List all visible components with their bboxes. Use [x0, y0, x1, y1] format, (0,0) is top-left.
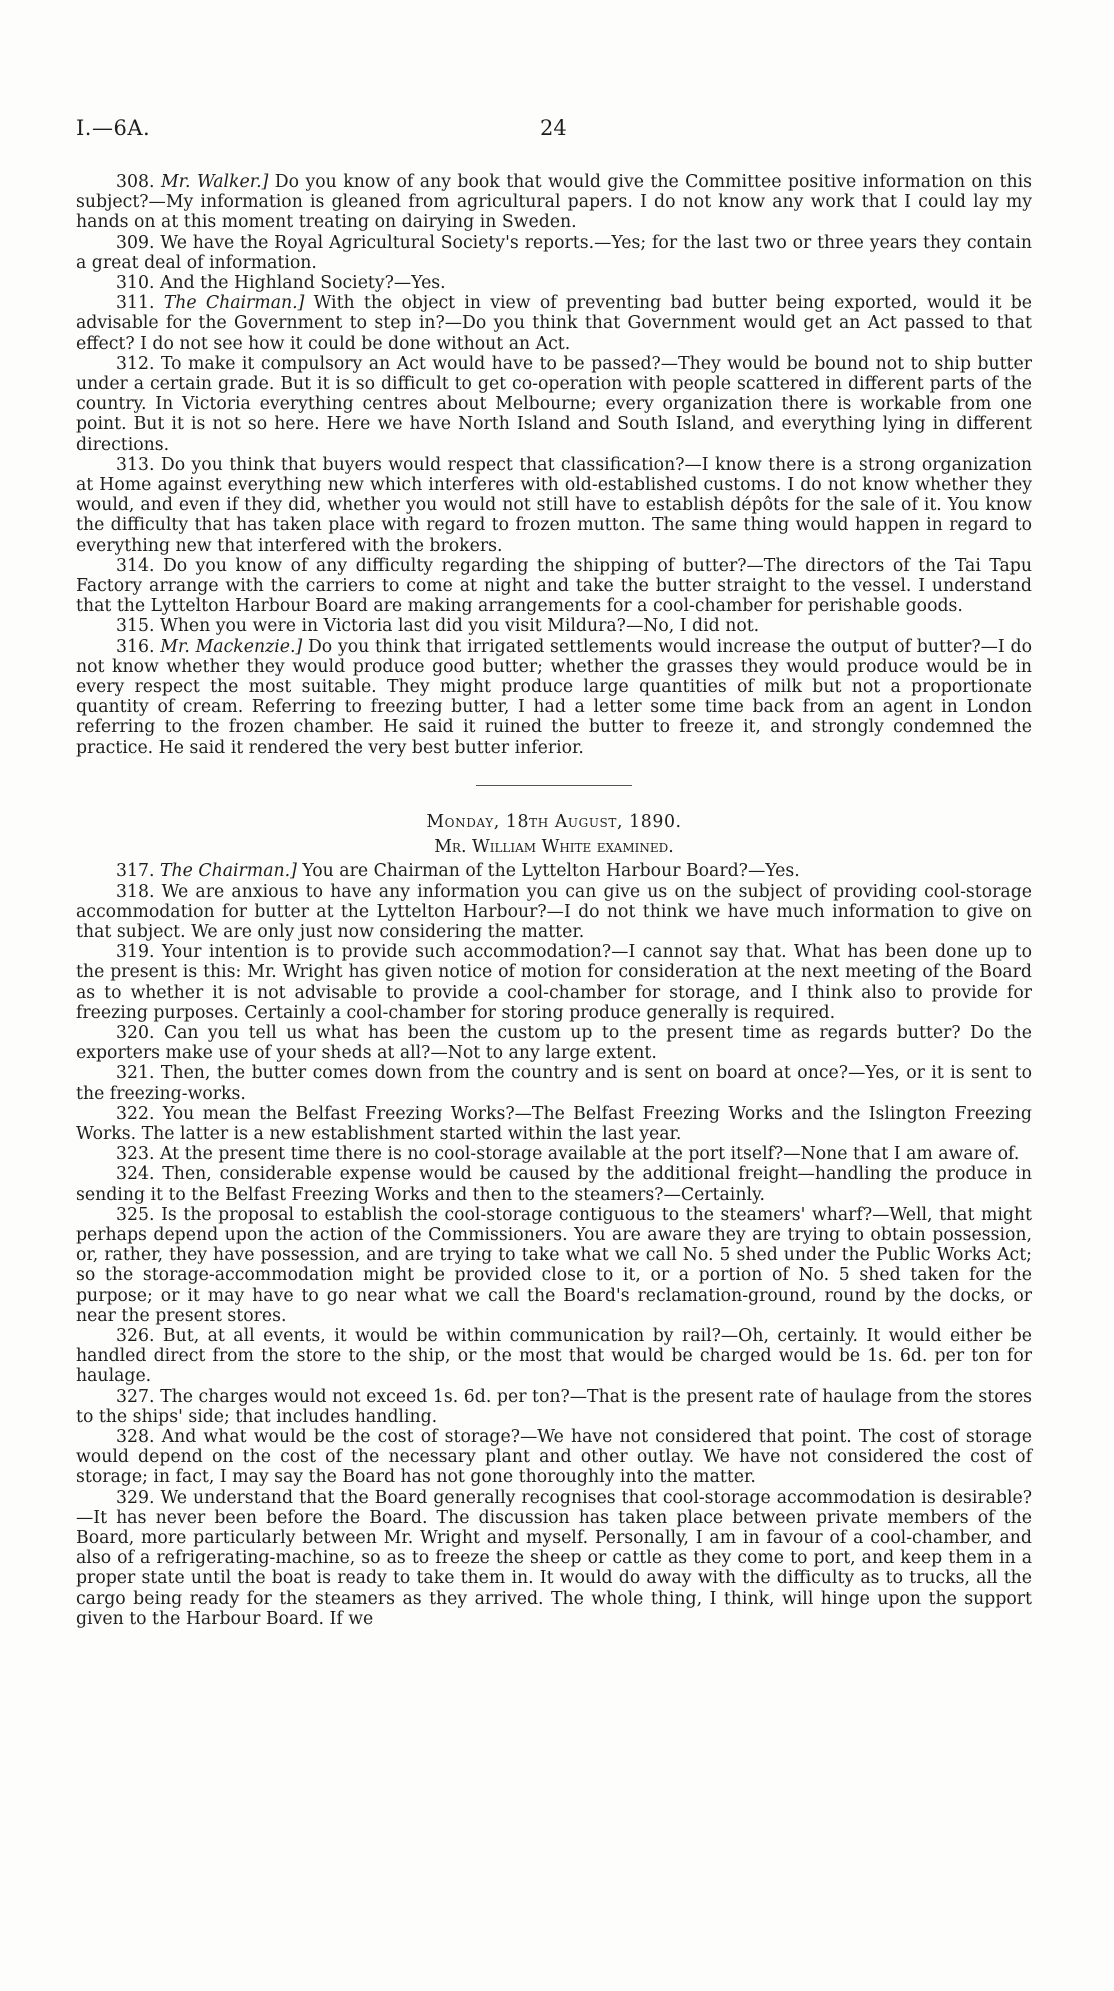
- question-text: We have the Royal Agricultural Society's reports.—Yes; for the last two or three years they contain a great deal of information.: [76, 232, 1033, 273]
- question-number: 314.: [116, 555, 155, 576]
- question-paragraph: [76, 273, 1032, 293]
- question-text: When you were in Victoria last did you visit Mildura?—No, I did not.: [159, 616, 760, 637]
- question-number: 315.: [116, 616, 155, 637]
- question-text: The charges would not exceed 1s. 6d. per ton?—That is the present rate of haulage from the stores to the ships' side; that includes handling.: [76, 1386, 1032, 1427]
- evidence-section-2: [76, 861, 1032, 1629]
- question-text: Your intention is to provide such accommodation?—I cannot say that. What has been done up to the present is this: Mr. Wright has given notice of motion for consideration at the next meeting of the Board as to whether it is not advisable to provide a cool-chamber for storage, and I think also to provide for freezing purposes. Certainly a cool-chamber for storing produce generally is required.: [76, 942, 1032, 1023]
- question-number: 308.: [116, 172, 155, 192]
- question-text: And what would be the cost of storage?—We have not considered that point. The cost of storage would depend on the cost of the necessary plant and other outlay. We have not considered the cost of storage; in fact, I may say the Board has not gone thoroughly into the matter.: [76, 1426, 1032, 1488]
- question-number: 326.: [116, 1325, 155, 1346]
- question-paragraph: [76, 1427, 1032, 1488]
- question-paragraph: [76, 882, 1032, 943]
- question-text: We understand that the Board generally recognises that cool-storage accommodation is desirable?—It has never been before the Board. The discussion has taken place between private members of the Board, more particularly between Mr. Wright and myself. Personally, I am in favour of a cool-chamber, and also of a refrigerating-machine, so as to freeze the sheep or cattle as they come to port, and keep them in a proper state until the boat is ready to take them in. It would do away with the difficulty as to trucks, all the cargo being ready for the steamers as they arrived. The whole thing, I think, will hinge upon the support given to the Harbour Board. If we: [76, 1487, 1032, 1629]
- question-number: 324.: [116, 1164, 155, 1185]
- page-number: 24: [540, 116, 567, 140]
- question-number: 328.: [116, 1426, 155, 1447]
- question-number: 311.: [116, 293, 155, 314]
- speaker-name: The Chairman.]: [163, 293, 305, 314]
- question-text: And the Highland Society?—Yes.: [159, 273, 446, 294]
- question-number: 318.: [116, 881, 155, 902]
- question-paragraph: [76, 616, 1032, 636]
- question-text: Is the proposal to establish the cool-storage contiguous to the steamers' wharf?—Well, that might perhaps depend upon the action of the Commissioners. You are aware they are trying to obtain possession, or, rather, they have possession, and are trying to take what we call No. 5 shed under the Public Works Act; so the storage-accommodation might be provided close to it, or a portion of No. 5 shed taken for the purpose; or it may have to go near what we call the Board's reclamation-ground, round by the docks, or near the present stores.: [76, 1204, 1033, 1326]
- question-number: 317.: [116, 861, 155, 882]
- question-text: But, at all events, it would be within communication by rail?—Oh, certainly. It would either be handled direct from the store to the ship, or the most that would be charged would be 1s. 6d. per ton for haulage.: [76, 1325, 1032, 1387]
- question-text: Do you think that irrigated settlements would increase the output of butter?—I do not know whether they would produce good butter; whether the grasses they would produce would be in every respect the most suitable. They might produce large quantities of milk but not a proportionate quantity of cream. Referring to freezing butter, I had a letter some time back from an agent in London referring to the frozen chamber. He said it ruined the butter to freeze it, and strongly condemned the practice. He said it rendered the very best butter inferior.: [76, 636, 1032, 758]
- question-paragraph: [76, 1023, 1032, 1063]
- document-reference: I.—6A.: [76, 116, 151, 140]
- question-number: 323.: [116, 1144, 155, 1165]
- question-number: 322.: [116, 1103, 155, 1124]
- question-text: You mean the Belfast Freezing Works?—The Belfast Freezing Works and the Islington Freezing Works. The latter is a new establishment started within the last year.: [76, 1103, 1032, 1144]
- question-text: Do you know of any difficulty regarding the shipping of butter?—The directors of the Tai Tapu Factory arrange with the carriers to come at night and take the butter straight to the vessel. I understand that the Lyttelton Harbour Board are making arrangements for a cool-chamber for perishable goods.: [76, 555, 1032, 617]
- question-paragraph: [76, 1488, 1032, 1629]
- question-paragraph: [76, 861, 1032, 881]
- speaker-name: Mr. Walker.]: [160, 172, 269, 192]
- question-number: 313.: [116, 454, 155, 475]
- question-number: 327.: [116, 1386, 155, 1407]
- question-paragraph: [76, 942, 1032, 1023]
- evidence-section-1: [76, 172, 1032, 758]
- question-text: Then, considerable expense would be caused by the additional freight—handling the produce in sending it to the Belfast Freezing Works and then to the steamers?—Certainly.: [76, 1164, 1032, 1205]
- question-paragraph: [76, 1104, 1032, 1144]
- witness-heading: Mr. William White examined.: [434, 837, 674, 858]
- question-paragraph: [76, 455, 1032, 556]
- question-paragraph: [76, 556, 1032, 617]
- session-date: Monday, 18th August, 1890.: [426, 811, 682, 832]
- question-text: To make it compulsory an Act would have to be passed?—They would be bound not to ship butter under a certain grade. But it is so difficult to get co-operation with people scattered in different parts of the country. In Victoria everything centres about Melbourne; every organization there is workable from one point. But it is not so here. Here we have North Island and South Island, and everything lying in different directions.: [76, 353, 1032, 455]
- question-text: Then, the butter comes down from the country and is sent on board at once?—Yes, or it is sent to the freezing-works.: [76, 1063, 1032, 1104]
- question-paragraph: [76, 1326, 1032, 1387]
- question-text: With the object in view of preventing bad butter being exported, would it be advisable for the Government to step in?—Do you think that Government would get an Act passed to that effect? I do not see how it could be done without an Act.: [76, 293, 1032, 354]
- question-paragraph: [76, 637, 1032, 758]
- question-text: Do you think that buyers would respect that classification?—I know there is a strong organization at Home against everything new which interferes with old-established customs. I do not know whether they would, and even if they did, whether you would not still have to establish dépôts for the sale of it. You know the difficulty that has taken place with regard to frozen mutton. The same thing would happen in regard to everything new that interfered with the brokers.: [76, 454, 1032, 556]
- question-paragraph: [76, 1205, 1032, 1326]
- question-number: 329.: [116, 1487, 155, 1508]
- page-body: [76, 172, 1032, 1629]
- speaker-name: The Chairman.]: [159, 861, 297, 882]
- question-paragraph: [76, 1063, 1032, 1103]
- question-text: At the present time there is no cool-storage available at the port itself?—None that I am aware of.: [159, 1144, 1020, 1165]
- question-text: You are Chairman of the Lyttelton Harbour Board?—Yes.: [296, 861, 800, 882]
- question-text: We are anxious to have any information you can give us on the subject of providing cool-storage accommodation for butter at the Lyttelton Harbour?—I do not think we have much information to give on that subject. We are only just now considering the matter.: [76, 881, 1032, 942]
- question-number: 325.: [116, 1204, 155, 1225]
- question-paragraph: [76, 233, 1032, 273]
- question-paragraph: [76, 172, 1032, 233]
- page-header: [76, 116, 1032, 148]
- question-number: 319.: [116, 942, 155, 963]
- question-paragraph: [76, 354, 1032, 455]
- question-text: Can you tell us what has been the custom up to the present time as regards butter? Do the exporters make use of your sheds at all?—Not to any large extent.: [76, 1022, 1032, 1064]
- question-text: Do you know of any book that would give the Committee positive information on this subject?—My information is gleaned from agricultural papers. I do not know any work that I could lay my hands on at this moment treating on dairying in Sweden.: [76, 172, 1032, 233]
- question-paragraph: [76, 1387, 1032, 1427]
- question-number: 309.: [116, 232, 155, 253]
- question-number: 312.: [116, 353, 155, 374]
- question-paragraph: [76, 1164, 1032, 1204]
- question-paragraph: [76, 293, 1032, 354]
- speaker-name: Mr. Mackenzie.]: [160, 636, 303, 657]
- question-number: 316.: [116, 636, 155, 657]
- question-number: 320.: [116, 1022, 155, 1043]
- question-paragraph: [76, 1144, 1032, 1164]
- question-number: 321.: [116, 1063, 155, 1084]
- question-number: 310.: [116, 273, 155, 294]
- section-divider: [476, 785, 632, 786]
